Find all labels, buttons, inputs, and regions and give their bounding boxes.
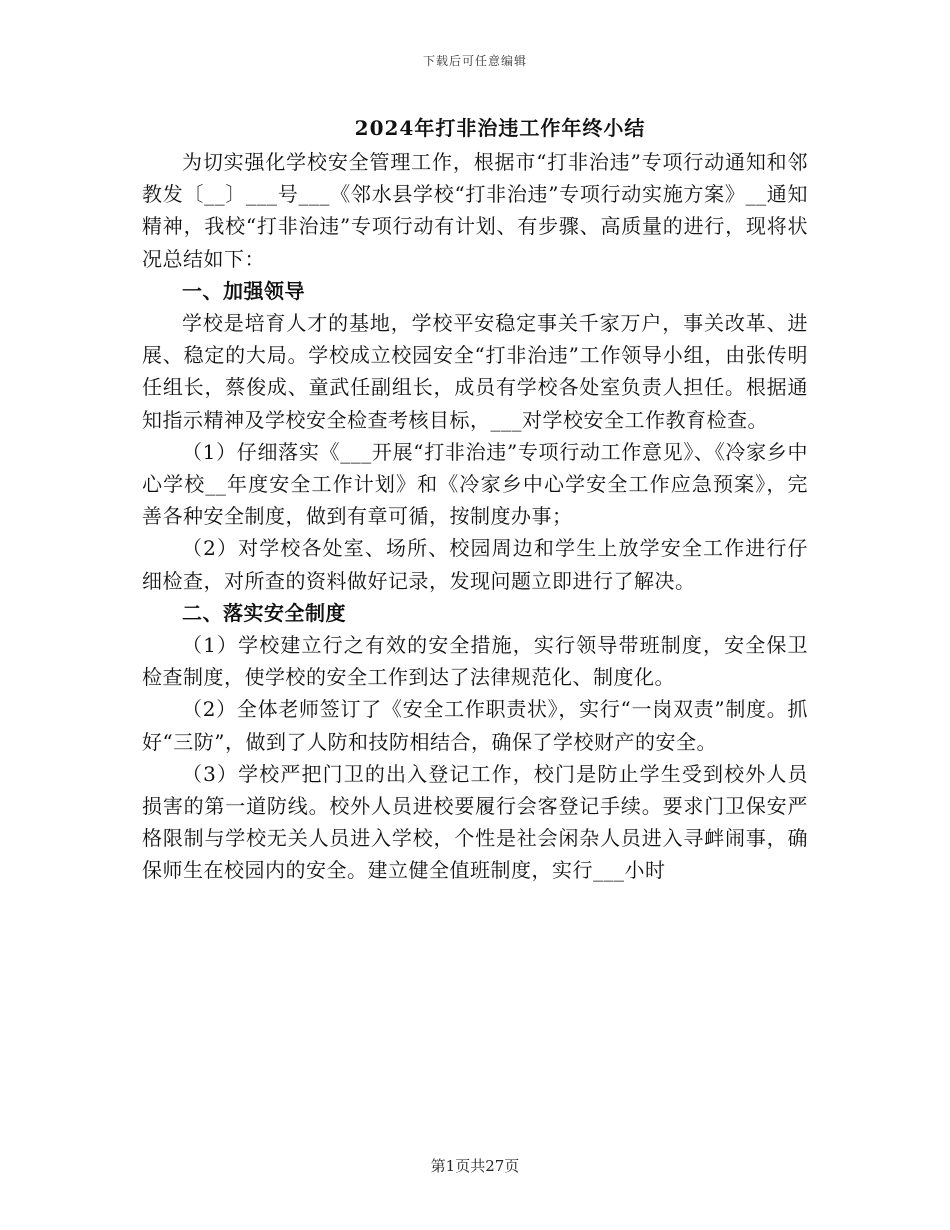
header-note: 下载后可任意编辑 — [422, 54, 527, 68]
paragraph-leadership: 学校是培育人才的基地，学校平安稳定事关千家万户，事关改革、进展、稳定的大局。学校成立校园安全“打非治违”工作领导小组，由张传明任组长，蔡俊成、童武任副组长，成员有学校各处室负责人担任。根据通知指示精神及学校安全检查考核目标，___对学校安全工作教育检查。 — [142, 311, 808, 432]
paragraph-item-2: （2）对学校各处室、场所、校园周边和学生上放学安全工作进行仔细检查，对所查的资料做好记录，发现问题立即进行了解决。 — [142, 536, 808, 593]
paragraph-system-3: （3）学校严把门卫的出入登记工作，校门是防止学生受到校外人员损害的第一道防线。校外人员进校要履行会客登记手续。要求门卫保安严格限制与学校无关人员进入学校，个性是社会闲杂人员进入寻衅闹事，确保师生在校园内的安全。建立健全值班制度，实行___小时 — [142, 761, 808, 883]
section-heading-1: 一、加强领导 — [182, 278, 305, 303]
paragraph-system-2: （2）全体老师签订了《安全工作职责状》，实行“一岗双责”制度。抓好“三防”，做到了人防和技防相结合，确保了学校财产的安全。 — [142, 697, 808, 754]
paragraph-item-1: （1）仔细落实《___开展“打非治违”专项行动工作意见》、《冷家乡中心学校__年度安全工作计划》和《冷家乡中心学安全工作应急预案》，完善各种安全制度，做到有章可循，按制度办事； — [142, 439, 808, 529]
paragraph-intro: 为切实强化学校安全管理工作，根据市“打非治违”专项行动通知和邻教发〔__〕___号___《邻水县学校“打非治违”专项行动实施方案》__通知精神，我校“打非治违”专项行动有计划、有步骤、高质量的进行，现将状况总结如下： — [142, 150, 808, 271]
document-title: 2024年打非治违工作年终小结 — [354, 116, 646, 140]
paragraph-system-1: （1）学校建立行之有效的安全措施，实行领导带班制度，安全保卫检查制度，使学校的安全工作到达了法律规范化、制度化。 — [142, 633, 808, 690]
page-footer: 第1页共27页 — [430, 1157, 520, 1175]
section-heading-2: 二、落实安全制度 — [182, 600, 346, 625]
document-body — [142, 146, 808, 887]
